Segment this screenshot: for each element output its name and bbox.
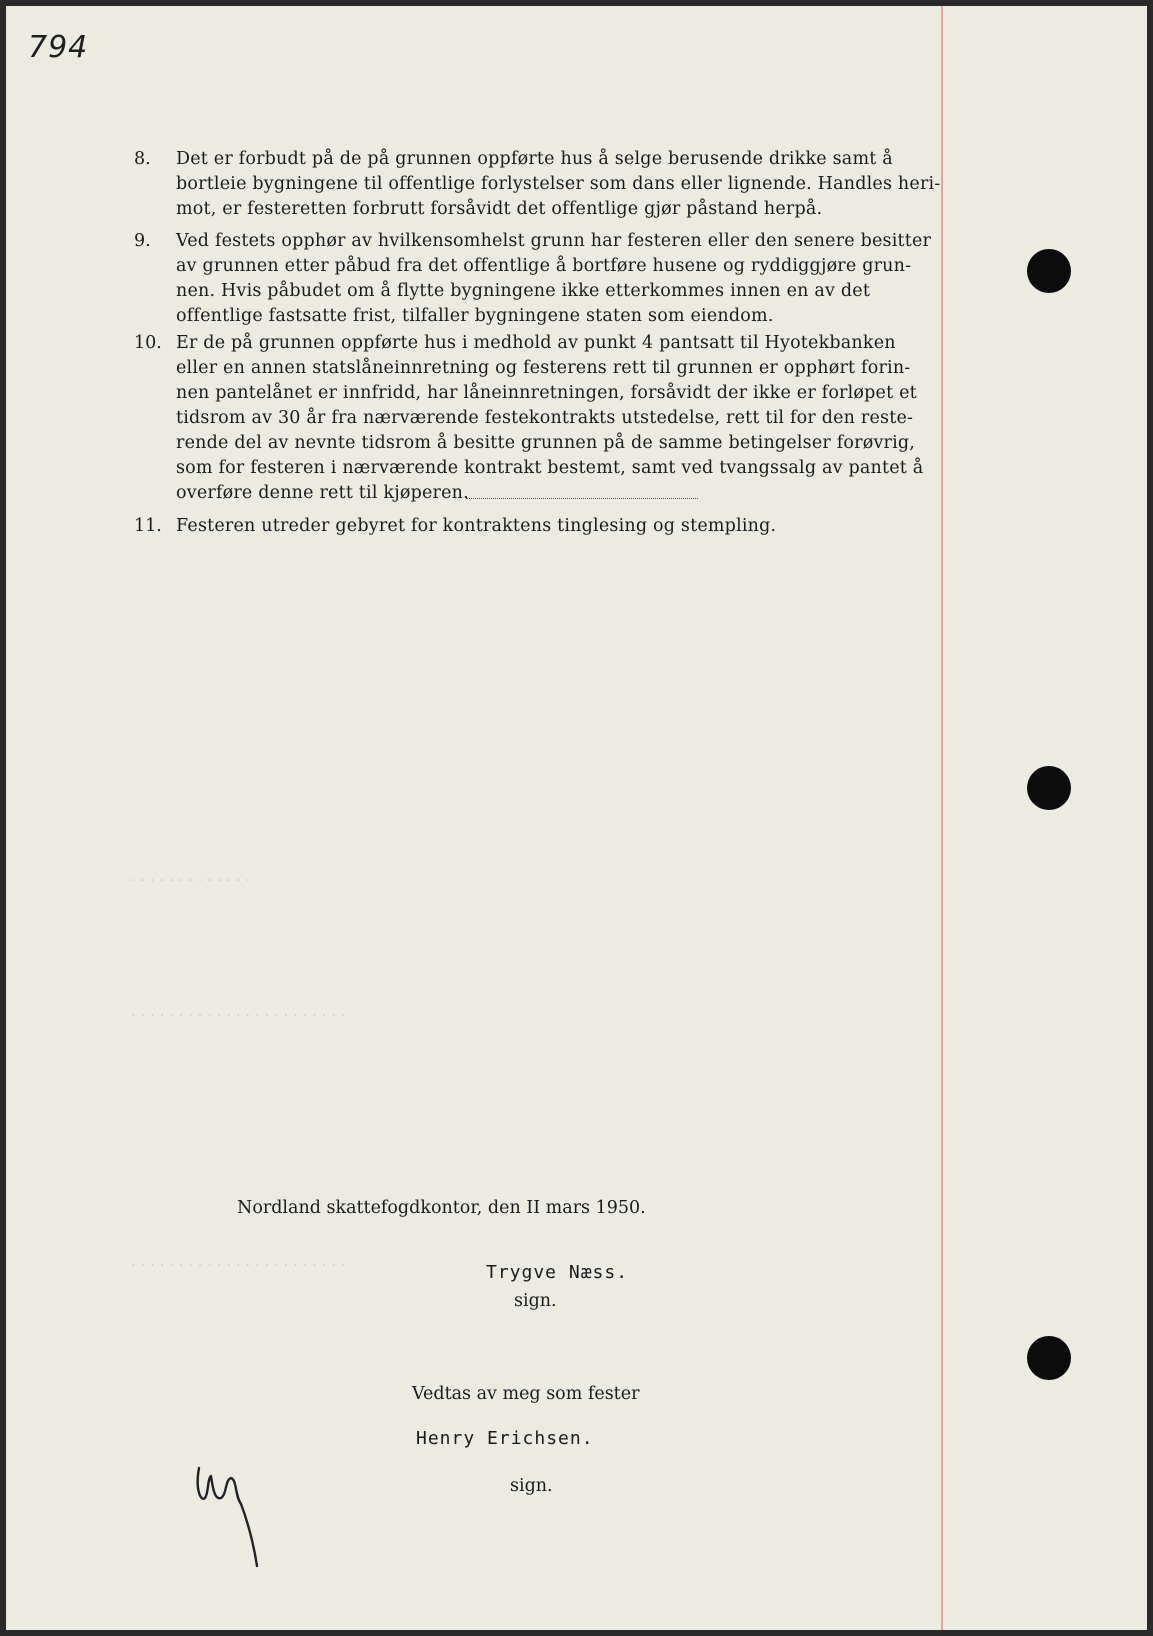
handwritten-initials [191, 1454, 281, 1574]
clause-line: rende del av nevnte tidsrom å besitte grunnen på de samme betingelser forøvrig, [176, 433, 916, 453]
office-and-date: Nordland skattefogdkontor, den II mars 1950. [237, 1198, 646, 1218]
sign-note: sign. [510, 1476, 553, 1496]
clause-line: Ved festets opphør av hvilkensomhelst grunn har festeren eller den senere besitter [176, 231, 932, 251]
clause-line: Festeren utreder gebyret for kontraktens tinglesing og stempling. [176, 516, 777, 536]
clause-line: Det er forbudt på de på grunnen oppførte hus å selge berusende drikke samt å [176, 149, 893, 169]
clause-line: overføre denne rett til kjøperen. [176, 483, 469, 503]
clause-line: eller en annen statslåneinnretning og festerens rett til grunnen er opphørt forin- [176, 358, 911, 378]
punch-hole [1027, 766, 1071, 810]
bleed-through-text: · · · · · · · · · · · · · · · · · · · · · · · [131, 1006, 346, 1024]
clause-line: av grunnen etter påbud fra det offentlige å bortføre husene og ryddiggjøre grun- [176, 256, 912, 276]
clause-line: tidsrom av 30 år fra nærværende festekontrakts utstedelse, rett til for den reste- [176, 408, 914, 428]
document-page [6, 6, 1147, 1630]
clause-line: nen pantelånet er innfridd, har låneinnretningen, forsåvidt der ikke er forløpet et [176, 383, 917, 403]
margin-rule [941, 6, 943, 1630]
clause-number: 10. [134, 333, 162, 353]
clause-line: offentlige fastsatte frist, tilfaller bygningene staten som eiendom. [176, 306, 774, 326]
page-number: 794 [28, 30, 89, 65]
punch-hole [1027, 249, 1071, 293]
clause-number: 11. [134, 516, 162, 536]
acceptance-text: Vedtas av meg som fester [412, 1384, 640, 1404]
clause-number: 9. [134, 231, 151, 251]
bleed-through-text: · · · · · · · · · · · · · [131, 871, 251, 889]
clause-line: nen. Hvis påbudet om å flytte bygningene ikke etterkommes innen en av det [176, 281, 871, 301]
clause-line: som for festeren i nærværende kontrakt bestemt, samt ved tvangssalg av pantet å [176, 458, 924, 478]
punch-hole [1027, 1336, 1071, 1380]
bleed-through-text: · · · · · · · · · · · · · · · · · · · · · · · [131, 1256, 346, 1274]
clause-line: Er de på grunnen oppførte hus i medhold av punkt 4 pantsatt til Hyotekbanken [176, 333, 896, 353]
clause-line: bortleie bygningene til offentlige forlystelser som dans eller lignende. Handles heri- [176, 174, 941, 194]
sign-note: sign. [514, 1291, 557, 1311]
clause-line: mot, er festeretten forbrutt forsåvidt det offentlige gjør påstand herpå. [176, 199, 823, 219]
signatory-name: Trygve Næss. [486, 1262, 629, 1283]
clause-number: 8. [134, 149, 151, 169]
lessee-name: Henry Erichsen. [416, 1428, 594, 1449]
fill-line [466, 498, 698, 499]
